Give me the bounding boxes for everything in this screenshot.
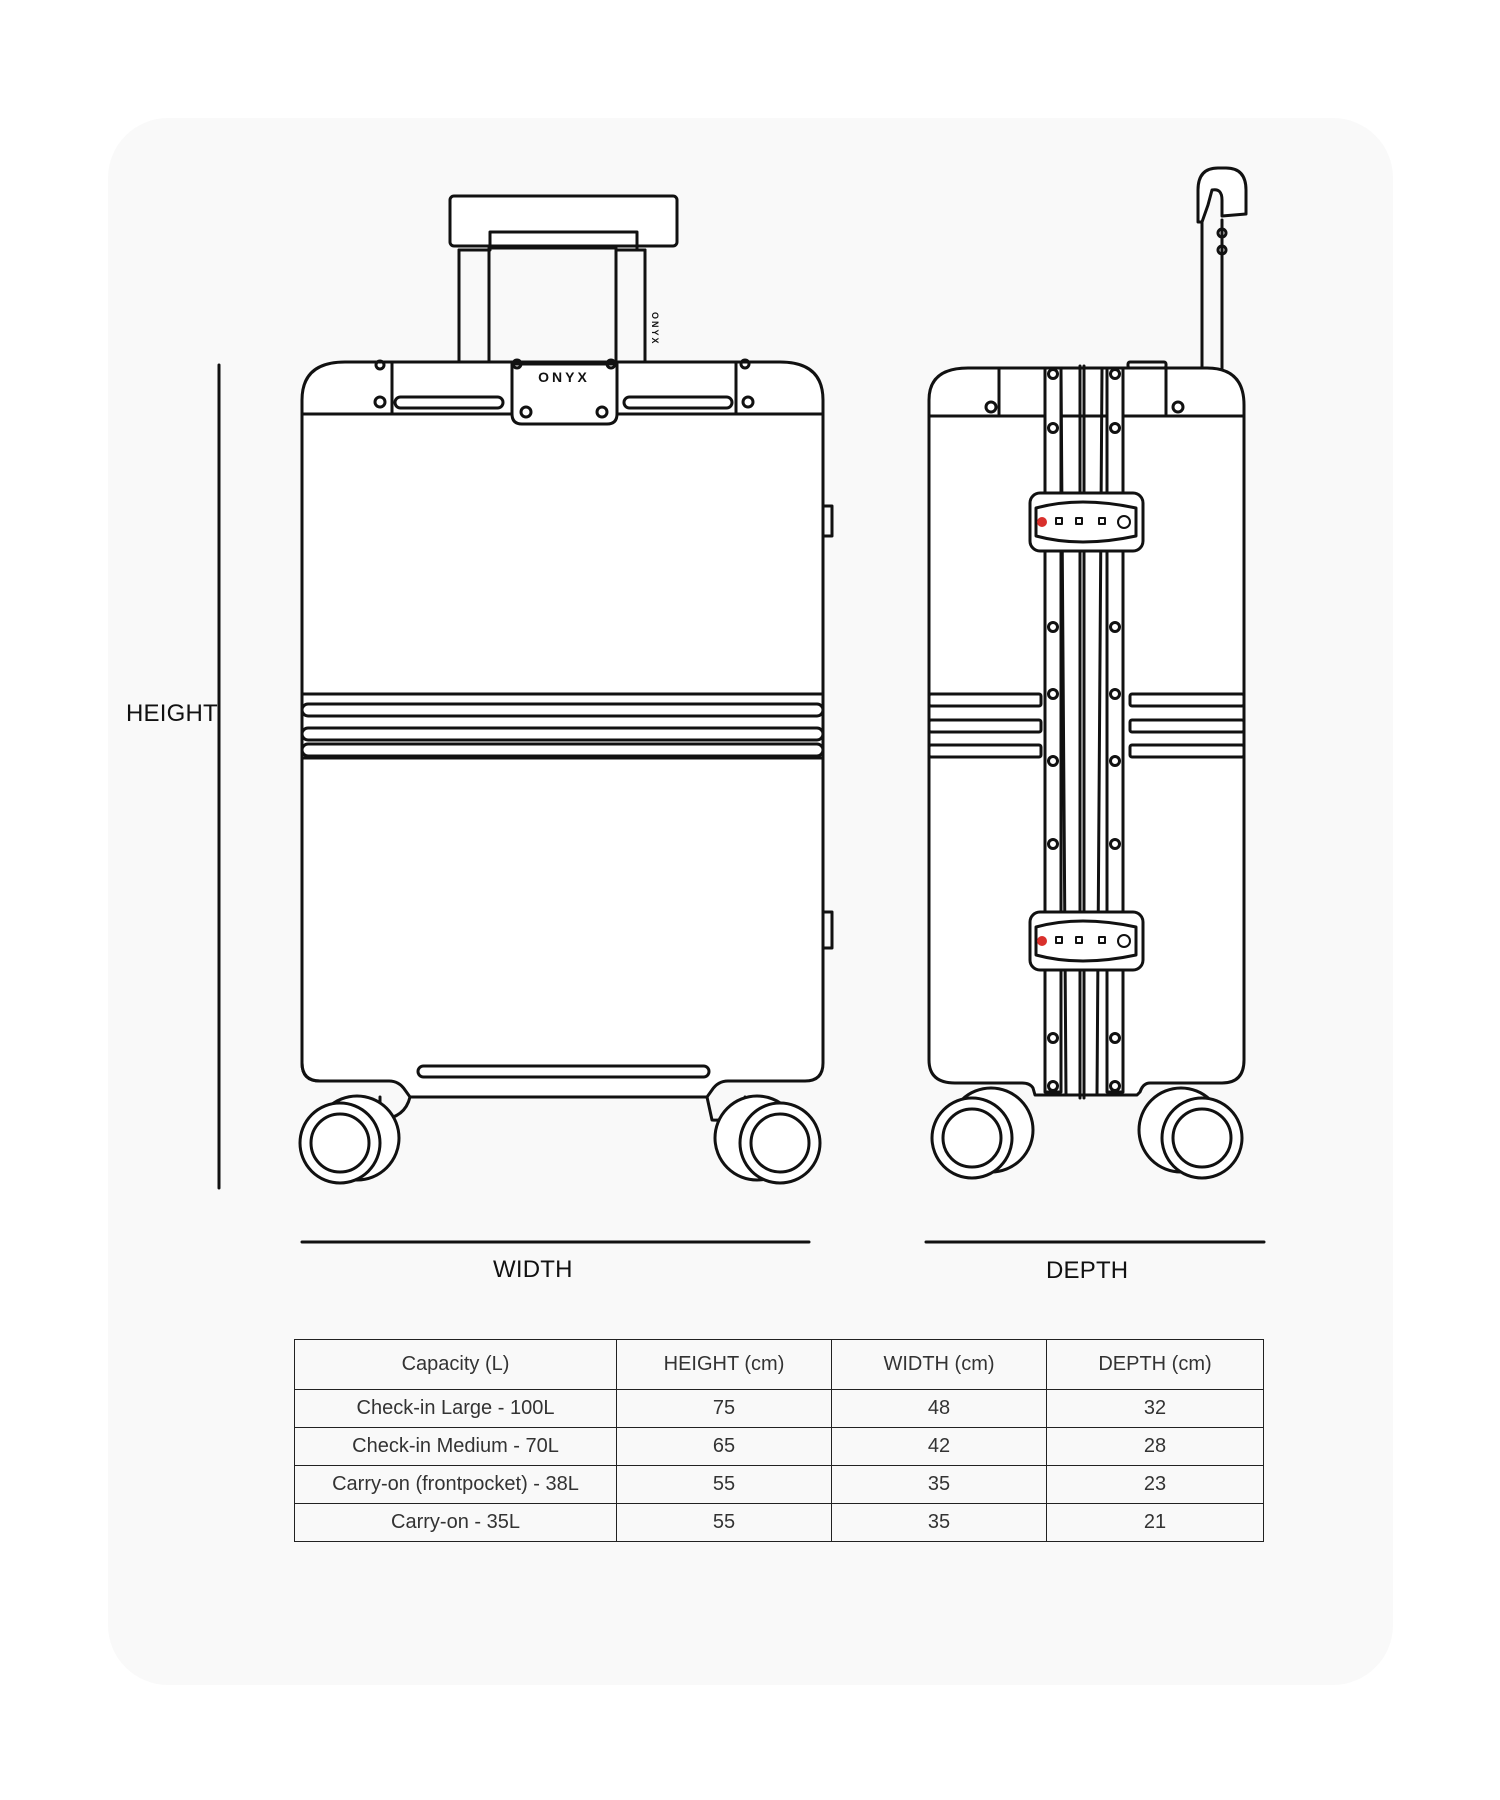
height-label: HEIGHT: [126, 700, 218, 727]
table-header-cell: Capacity (L): [295, 1340, 617, 1390]
side-handle-grip: [1198, 168, 1246, 222]
table-cell: Check-in Large - 100L: [295, 1390, 617, 1428]
table-cell: 48: [832, 1390, 1047, 1428]
table-cell: 75: [617, 1390, 832, 1428]
table-cell: Carry-on - 35L: [295, 1504, 617, 1542]
table-header-cell: WIDTH (cm): [832, 1340, 1047, 1390]
table-cell: 35: [832, 1504, 1047, 1542]
handle-brand-mark: ONYX: [650, 312, 660, 346]
table-cell: 55: [617, 1504, 832, 1542]
table-cell: 42: [832, 1428, 1047, 1466]
front-brand-text: ONYX: [538, 369, 590, 385]
front-handle-grip: [450, 196, 677, 246]
tsa-lock-bottom: [1030, 912, 1143, 970]
table-cell: 35: [832, 1466, 1047, 1504]
table-row: [295, 1466, 1264, 1504]
width-label: WIDTH: [493, 1256, 573, 1283]
side-view-suitcase: [929, 168, 1246, 1178]
table-cell: Carry-on (frontpocket) - 38L: [295, 1466, 617, 1504]
table-cell: 65: [617, 1428, 832, 1466]
table-cell: 28: [1047, 1428, 1264, 1466]
table-cell: Check-in Medium - 70L: [295, 1428, 617, 1466]
table-cell: 21: [1047, 1504, 1264, 1542]
table-cell: 32: [1047, 1390, 1264, 1428]
table-header-cell: HEIGHT (cm): [617, 1340, 832, 1390]
table-header-row: [295, 1340, 1264, 1390]
table-cell: 55: [617, 1466, 832, 1504]
table-cell: 23: [1047, 1466, 1264, 1504]
table-row: [295, 1428, 1264, 1466]
size-spec-table: [294, 1339, 1264, 1542]
front-view-suitcase: [300, 196, 832, 1183]
table-header-cell: DEPTH (cm): [1047, 1340, 1264, 1390]
depth-label: DEPTH: [1046, 1257, 1129, 1284]
table-row: [295, 1390, 1264, 1428]
table-row: [295, 1504, 1264, 1542]
tsa-lock-top: [1030, 493, 1143, 551]
